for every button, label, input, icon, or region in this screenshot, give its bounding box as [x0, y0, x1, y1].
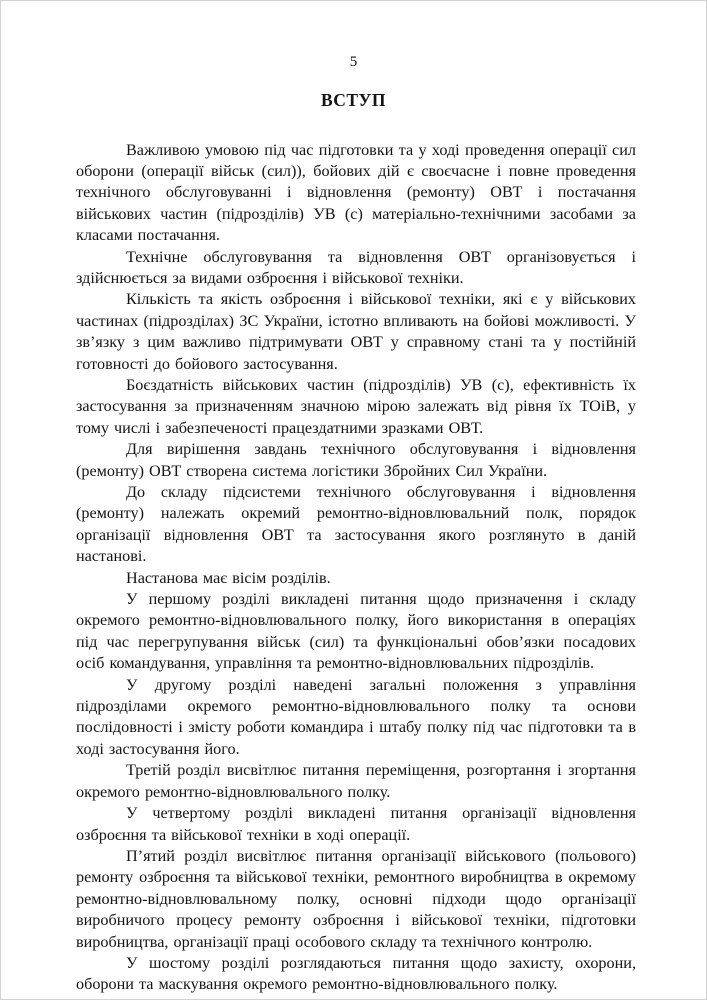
paragraph: Важливою умовою під час підготовки та у ході проведення операції сил оборони (операції військ (сил)), бойових дій є своєчасне і повне проведення технічного обслуговуванні і відновлення (ремонту) ОВТ і постачання військових частин (підрозділів) УВ (с) матеріально-технічними засобами за класами постачання. — [76, 140, 636, 245]
paragraph: Боєздатність військових частин (підрозділів) УВ (с), ефективність їх застосування за призначенням значною мірою залежать від рівня їх ТОіВ, у тому числі і забезпеченості працездатними зразками ОВТ. — [76, 375, 636, 437]
paragraph: У другому розділі наведені загальні положення з управління підрозділами окремого ремонтно-відновлювального полку та основи послідовності і змісту роботи командира і штабу полку під час підготовки та в ході застосування його. — [76, 675, 636, 758]
paragraph: До складу підсистеми технічного обслуговування і відновлення (ремонту) належать окремий ремонтно-відновлювальний полк, порядок організації відновлення ОВТ та застосування якого розглянуто в даній настанові. — [76, 483, 636, 566]
paragraph: Настанова має вісім розділів. — [126, 568, 331, 587]
paragraph: Третій розділ висвітлює питання переміщення, розгортання і згортання окремого ремонтно-відновлювального полку. — [76, 761, 636, 801]
paragraph: Для вирішення завдань технічного обслуговування і відновлення (ремонту) ОВТ створена система логістики Збройних Сил України. — [76, 440, 636, 480]
paragraph: У першому розділі викладені питання щодо призначення і складу окремого ремонтно-відновлювального полку, його використання в операціях під час перегрупування військ (сил) та функціональні обов’язки посадових осіб командування, управління та ремонтно-відновлювальних підрозділів. — [76, 590, 636, 673]
paragraph: У шостому розділі розглядаються питання щодо захисту, охорони, оборони та маскування окремого ремонтно-відновлювального полку. — [76, 953, 636, 994]
paragraph: У четвертому розділі викладені питання організації відновлення озброєння та військової техніки в ході операції. — [76, 804, 636, 844]
document-body — [76, 140, 636, 996]
page-number: 5 — [349, 54, 358, 70]
paragraph: Технічне обслуговування та відновлення ОВТ організовується і здійснюється за видами озброєння і військової техніки. — [76, 247, 636, 287]
document-title: ВСТУП — [321, 90, 386, 110]
paragraph: Кількість та якість озброєння і військової техніки, які є у військових частинах (підрозділах) ЗС України, істотно впливають на бойові можливості. У зв’язку з цим важливо підтримувати ОВТ у справному стані та у постійній готовності до бойового застосування. — [76, 290, 636, 373]
paragraph: П’ятий розділ висвітлює питання організації військового (польового) ремонту озброєння та військової техніки, ремонтного виробництва в окремому ремонтно-відновлювальному полку, основні підходи щодо організації виробничого процесу ремонту озброєння і військової техніки, підготовки виробництва, організації праці особового складу та технічного контролю. — [76, 846, 636, 951]
